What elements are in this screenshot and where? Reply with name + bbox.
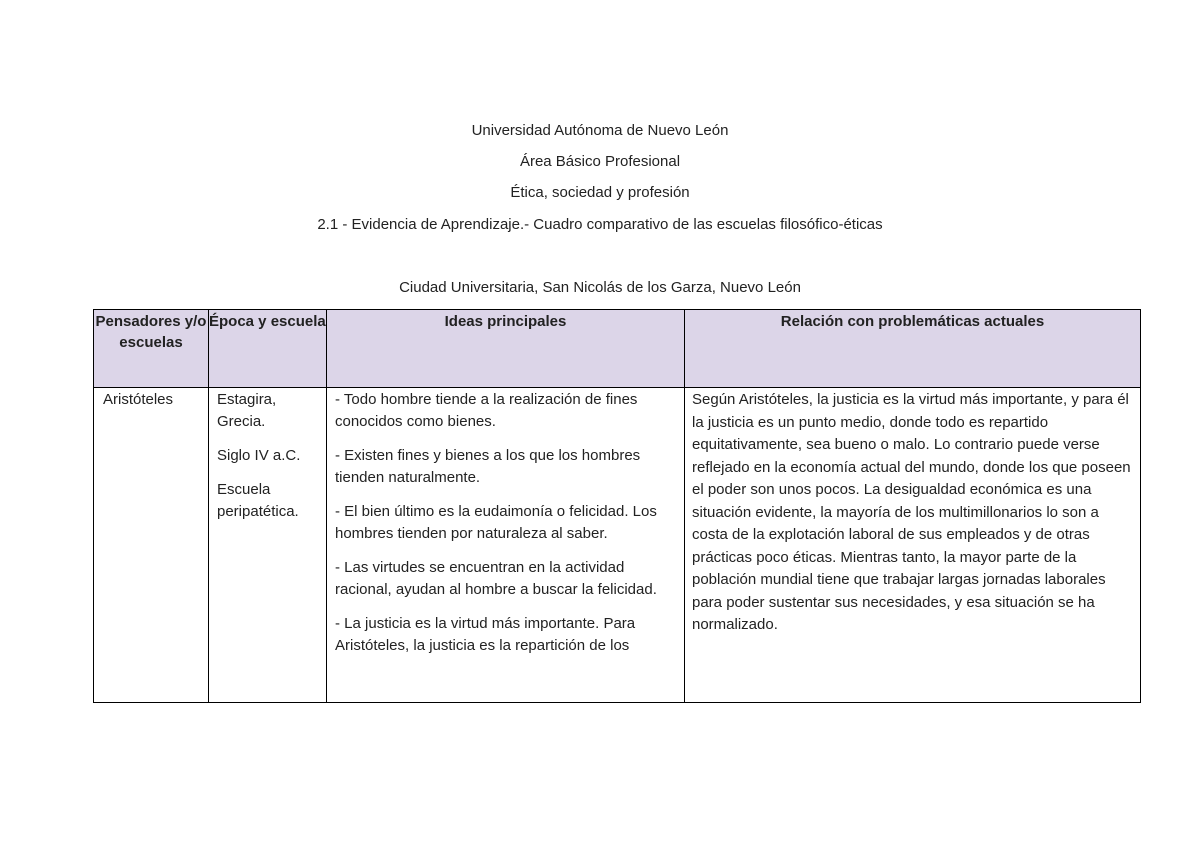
comparison-table: [93, 309, 1141, 703]
course-title: Ética, sociedad y profesión: [510, 184, 690, 201]
era-place: Estagira, Grecia.: [217, 391, 277, 430]
idea-item: - El bien último es la eudaimonía o felicidad. Los hombres tienden por naturaleza al saber.: [335, 503, 657, 542]
relation-text: Según Aristóteles, la justicia es la virtud más importante, y para él la justicia es un punto medio, donde todo es repartido equitativamente, sea bueno o malo. Lo contrario puede verse reflejado en la economía actual del mundo, donde los que poseen el poder son unos pocos. La desigualdad económica es una situación evidente, la mayoría de los multimillonarios lo son a costa de la explotación laboral de sus empleados y de otras prácticas poco éticas. Mientras tanto, la mayor parte de la población mundial tiene que trabajar largas jornadas laborales para poder sustentar sus necesidades, y esa situación se ha normalizado.: [692, 391, 1131, 633]
university-title: Universidad Autónoma de Nuevo León: [471, 122, 729, 139]
table-header-row: [94, 310, 1141, 388]
idea-item: - Todo hombre tiende a la realización de fines conocidos como bienes.: [335, 391, 638, 430]
era-cell: [209, 388, 327, 703]
idea-item: - Existen fines y bienes a los que los hombres tienden naturalmente.: [335, 447, 641, 486]
era-school: Escuela peripatética.: [217, 481, 299, 520]
relation-cell: [685, 388, 1141, 703]
header-thinkers: Pensadores y/o escuelas: [94, 310, 209, 388]
era-century: Siglo IV a.C.: [217, 447, 301, 464]
table-row: [94, 388, 1141, 703]
ideas-cell: [327, 388, 685, 703]
assignment-title: 2.1 - Evidencia de Aprendizaje.- Cuadro comparativo de las escuelas filosófico-éticas: [317, 216, 883, 233]
idea-item: - La justicia es la virtud más importante. Para Aristóteles, la justicia es la repartición de los: [335, 615, 636, 654]
thinker-cell: [94, 388, 209, 703]
header-current-issues: Relación con problemáticas actuales: [685, 310, 1141, 388]
idea-item: - Las virtudes se encuentran en la actividad racional, ayudan al hombre a buscar la felicidad.: [335, 559, 657, 598]
header-main-ideas: Ideas principales: [327, 310, 685, 388]
location-line: Ciudad Universitaria, San Nicolás de los Garza, Nuevo León: [399, 279, 801, 296]
area-title: Área Básico Profesional: [519, 153, 681, 170]
header-era-school: Época y escuela: [209, 310, 327, 388]
thinker-name: Aristóteles: [103, 391, 174, 408]
